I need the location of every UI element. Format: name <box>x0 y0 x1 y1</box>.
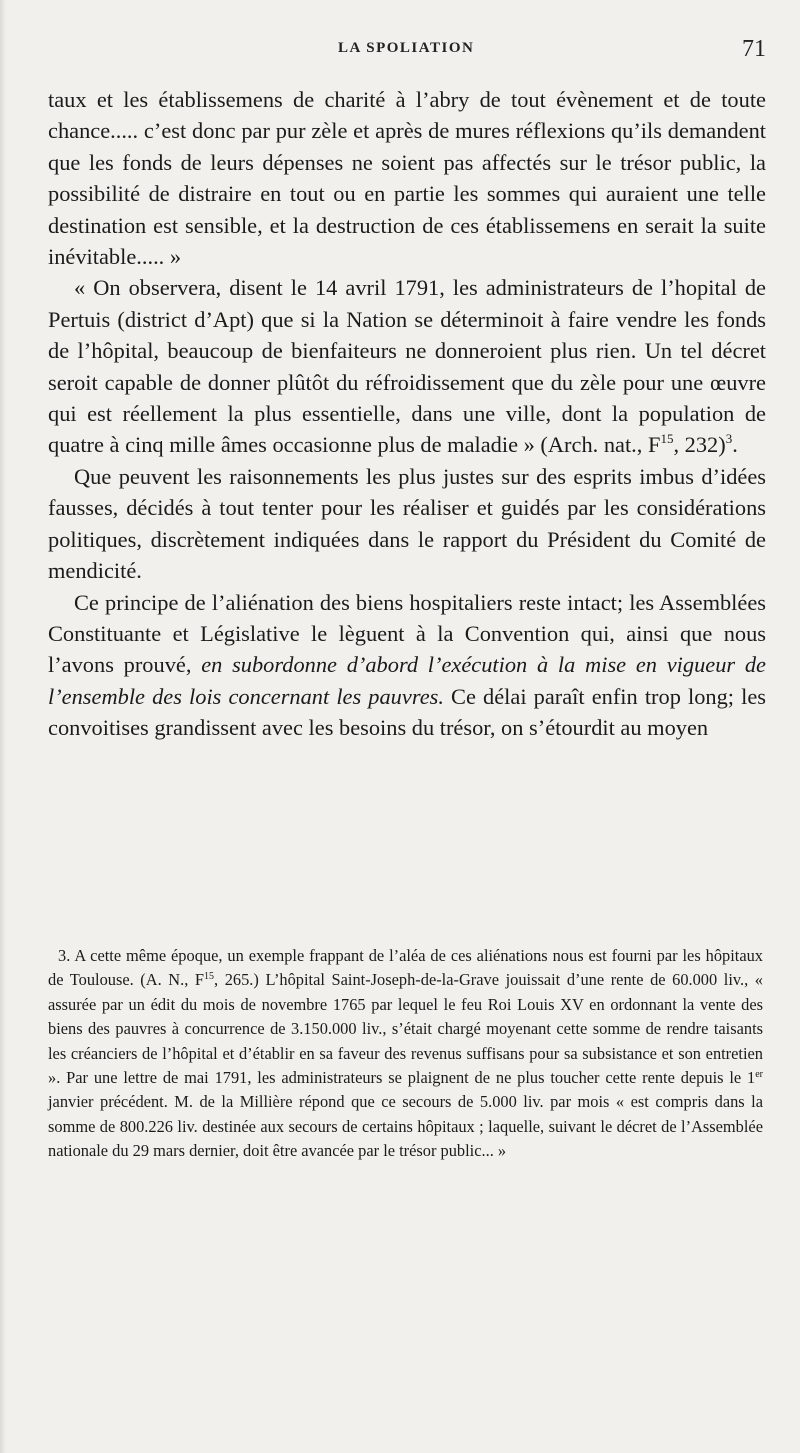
page-header <box>0 36 800 66</box>
paragraph-3: Que peuvent les raisonnements les plus justes sur des esprits imbus d’idées fausses, décidés à tout tenter pour les réaliser et guidés par les considérations politiques, discrètement indiquées dans le rapport du Président du Comité de mendicité. <box>48 463 766 584</box>
footnote-3 <box>48 944 763 1164</box>
paragraph-4-italic: en subordonne d’abord l’exécution à la mise en vigueur de l’ensemble des lois concernant les pauvres. <box>48 652 766 709</box>
paragraph-4 <box>48 587 766 744</box>
paragraph-2-citation-end: , 232) <box>673 432 726 458</box>
footnote-superscript-2: er <box>755 1069 763 1081</box>
paragraph-2 <box>48 272 766 460</box>
footnote-part-3: janvier précédent. M. de la Millière répond que ce secours de 5.000 liv. par mois « est compris dans la somme de 800.226 liv. destinée aux secours de certains hôpitaux ; laquelle, suivant le décret de l’Assemblée nationale du 29 mars dernier, doit être avancée par le trésor public... » <box>48 1092 763 1161</box>
paragraph-1: taux et les établissemens de charité à l’abry de tout évènement et de toute chance..... c’est donc par pur zèle et après de mures réflexions qu’ils demandent que les fonds de leurs dépenses ne soient pas affectés sur le trésor public, la possibilité de distraire en tout ou en partie les sommes qui auraient une telle destination est sensible, et la destruction de ces établissemens en serait la suite inévitable..... » <box>48 87 766 270</box>
paragraph-4-end: Ce délai paraît enfin trop long; les convoitises grandissent avec les besoins du trésor, on s’étourdit au moyen <box>48 683 766 741</box>
footnote-reference: 3 <box>725 431 733 447</box>
paragraph-4-start: Ce principe de l’aliénation des biens hospitaliers reste intact; les Assemblées Constituante et Législative le lèguent à la Convention qui, ainsi que nous l’avons prouvé, <box>48 589 766 678</box>
footnote-part-1: 3. A cette même époque, un exemple frappant de l’aléa de ces aliénations nous est fourni par les hôpitaux de Toulouse. (A. N., F <box>48 946 763 990</box>
footnote <box>48 944 763 1164</box>
paragraph-2-tail: . <box>732 432 738 458</box>
footnote-part-2: , 265.) L’hôpital Saint-Joseph-de-la-Grave jouissait d’une rente de 60.000 liv., « assurée par un édit du mois de novembre 1765 par lequel le feu Roi Louis XV en ordonnant la vente des biens des pauvres à concurrence de 3.150.000 liv., s’était chargé moyenant cette somme de rendre taisants les créanciers de l’hôpital et d’établir en sa faveur des revenus suffisans pour sa subsistance et son entretien ». Par une lettre de mai 1791, les administrateurs se plaignent de ne plus toucher cette rente depuis le 1 <box>48 970 764 1088</box>
main-text <box>48 84 766 744</box>
page-edge-shadow <box>0 0 6 1453</box>
footnote-superscript-1: 15 <box>204 971 215 983</box>
paragraph-2-text: « On observera, disent le 14 avril 1791, les administrateurs de l’hopital de Pertuis (district d’Apt) que si la Nation se déterminoit à faire vendre les fonds de l’hôpital, beaucoup de bienfaiteurs ne donneroient plus rien. Un tel décret seroit capable de donner plûtôt du réfroidissement que du zèle pour une œuvre qui est réellement la plus essentielle, dans une ville, dont la population de quatre à cinq mille âmes occasionne plus de maladie » (Arch. nat., F <box>48 275 766 458</box>
archive-series-superscript: 15 <box>660 431 674 447</box>
running-title: LA SPOLIATION <box>338 40 475 56</box>
page-number: 71 <box>742 36 766 62</box>
